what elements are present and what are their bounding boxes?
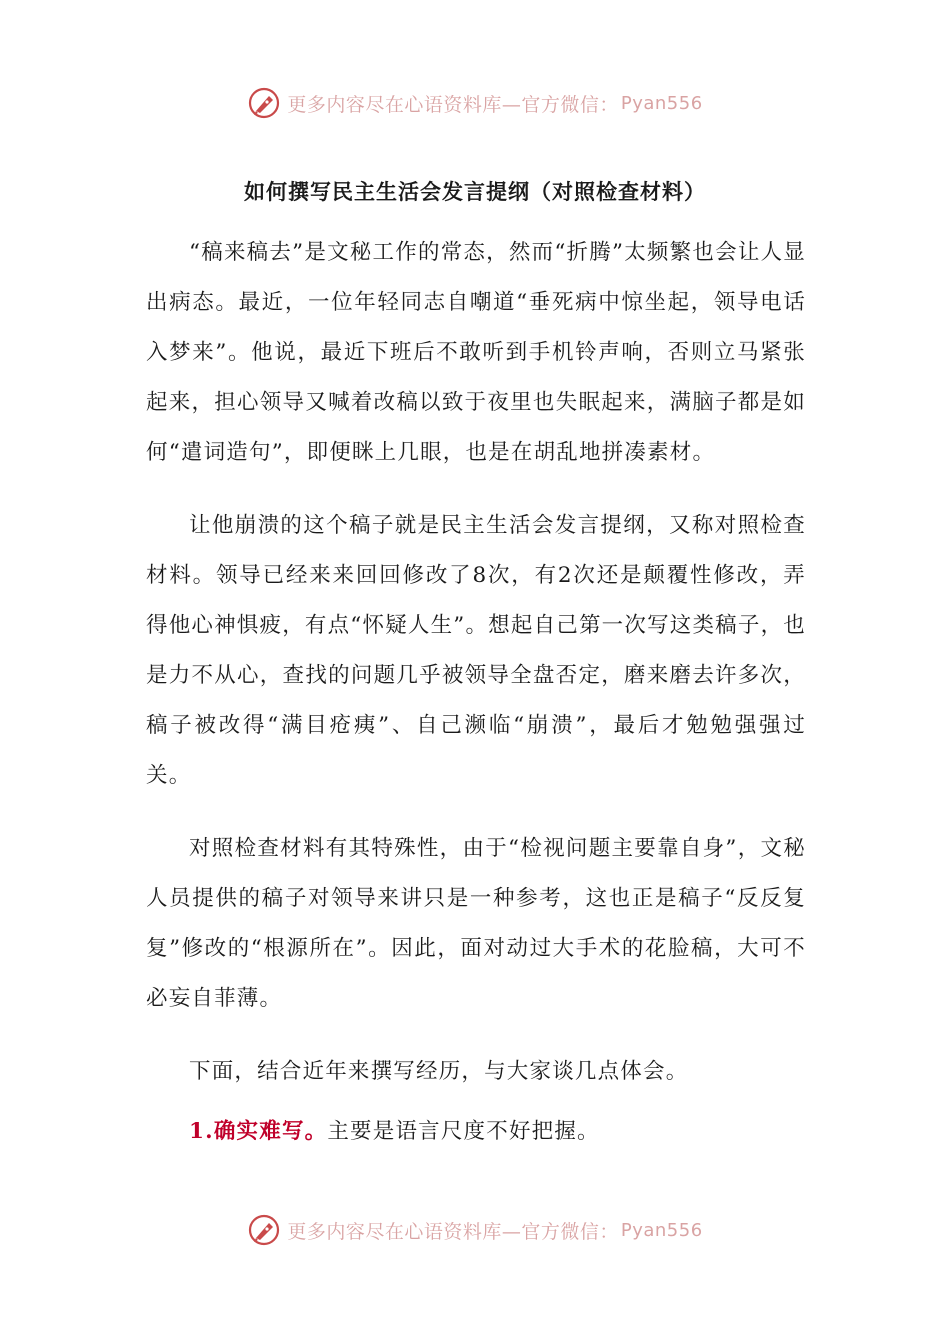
document-title: 如何撰写民主生活会发言提纲（对照检查材料） — [244, 179, 706, 204]
paragraph-3: 对照检查材料有其特殊性，由于“检视问题主要靠自身”，文秘人员提供的稿子对领导来讲只是一种参考，这也正是稿子“反反复复”修改的“根源所在”。因此，面对动过大手术的花脸稿，大可不必妄自菲薄。 — [146, 836, 806, 1011]
point-1-text: 主要是语言尺度不好把握。 — [327, 1119, 600, 1144]
watermark-wechat-id: Pyan556 — [620, 1219, 703, 1241]
paragraph-2: 让他崩溃的这个稿子就是民主生活会发言提纲，又称对照检查材料。领导已经来来回回修改了8次，有2次还是颠覆性修改，弄得他心神惧疲，有点“怀疑人生”。想起自己第一次写这类稿子，也是力不从心，查找的问题几乎被领导全盘否定，磨来磨去许多次，稿子被改得“满目疮痍”、自己濒临“崩溃”，最后才勉勉强强过关。 — [146, 513, 806, 788]
pen-nib-logo-icon — [247, 1213, 281, 1247]
watermark-header — [0, 86, 950, 120]
watermark-text: 更多内容尽在心语资料库—官方微信： — [287, 93, 619, 116]
watermark-wechat-id: Pyan556 — [620, 92, 703, 114]
watermark-text: 更多内容尽在心语资料库—官方微信： — [287, 1220, 619, 1243]
paragraph-1: “稿来稿去”是文秘工作的常态，然而“折腾”太频繁也会让人显出病态。最近，一位年轻同志自嘲道“垂死病中惊坐起，领导电话入梦来”。他说，最近下班后不敢听到手机铃声响，否则立马紧张起来，担心领导又喊着改稿以致于夜里也失眠起来，满脑子都是如何“遣词造句”，即便眯上几眼，也是在胡乱地拼凑素材。 — [146, 240, 806, 465]
pen-nib-logo-icon — [247, 86, 281, 120]
point-1-lead: 1.确实难写。 — [189, 1119, 328, 1144]
watermark-footer — [0, 1213, 950, 1247]
point-1 — [146, 1107, 806, 1157]
document-body — [146, 228, 806, 1180]
paragraph-4: 下面，结合近年来撰写经历，与大家谈几点体会。 — [189, 1059, 689, 1084]
